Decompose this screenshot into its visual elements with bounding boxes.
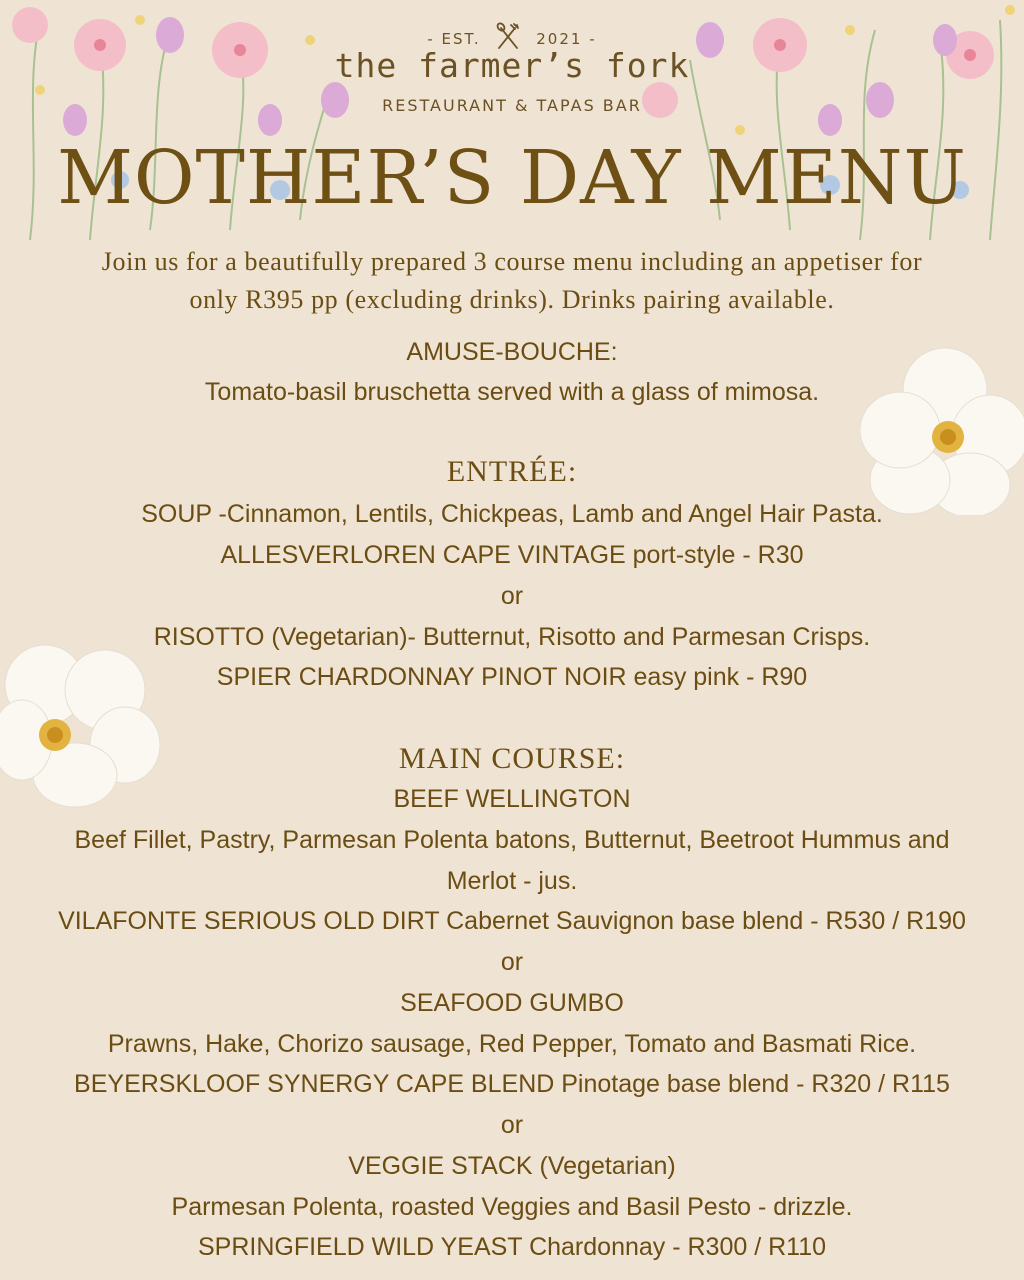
entree-option-1-pairing: ALLESVERLOREN CAPE VINTAGE port-style - R30 [220,541,804,569]
amuse-description: Tomato-basil bruschetta served with a glass of mimosa. [204,378,820,406]
main-or-2: or [500,1111,524,1139]
main-option-1-desc-1: Beef Fillet, Pastry, Parmesan Polenta batons, Butternut, Beetroot Hummus and [74,826,950,854]
restaurant-tagline: RESTAURANT & TAPAS BAR [382,96,642,115]
intro-text [0,243,1024,319]
intro-line-1: Join us for a beautifully prepared 3 course menu including an appetiser for [101,247,923,276]
main-option-1-desc-2: Merlot - jus. [446,867,578,895]
main-heading: MAIN COURSE: [398,742,626,775]
entree-or: or [500,582,524,610]
main-option-2-desc: Prawns, Hake, Chorizo sausage, Red Pepper, Tomato and Basmati Rice. [107,1030,917,1058]
main-option-1-name: BEEF WELLINGTON [393,785,631,813]
established-year: 2021 - [536,30,597,48]
entree-option-2-dish: RISOTTO (Vegetarian)- Butternut, Risotto and Parmesan Crisps. [153,623,871,651]
main-option-3-name: VEGGIE STACK (Vegetarian) [348,1152,676,1180]
main-option-1-pairing: VILAFONTE SERIOUS OLD DIRT Cabernet Sauvignon base blend - R530 / R190 [58,907,966,935]
main-option-3-desc: Parmesan Polenta, roasted Veggies and Basil Pesto - drizzle. [171,1193,853,1221]
restaurant-name: the farmer’s fork [334,46,690,85]
main-option-3-pairing: SPRINGFIELD WILD YEAST Chardonnay - R300 / R110 [197,1233,827,1261]
entree-heading: ENTRÉE: [446,455,578,488]
entree-option-2-pairing: SPIER CHARDONNAY PINOT NOIR easy pink - R90 [216,663,808,691]
established-label: - EST. [427,30,481,48]
main-or-1: or [500,948,524,976]
main-option-2-name: SEAFOOD GUMBO [400,989,624,1017]
page-title: MOTHER’S DAY MENU [57,135,967,221]
intro-line-2: only R395 pp (excluding drinks). Drinks pairing available. [189,285,835,314]
entree-option-1-dish: SOUP -Cinnamon, Lentils, Chickpeas, Lamb and Angel Hair Pasta. [141,500,883,528]
main-option-2-pairing: BEYERSKLOOF SYNERGY CAPE BLEND Pinotage base blend - R320 / R115 [74,1070,950,1098]
white-flower-right-illustration [860,345,1024,515]
amuse-heading: AMUSE-BOUCHE: [406,338,618,366]
